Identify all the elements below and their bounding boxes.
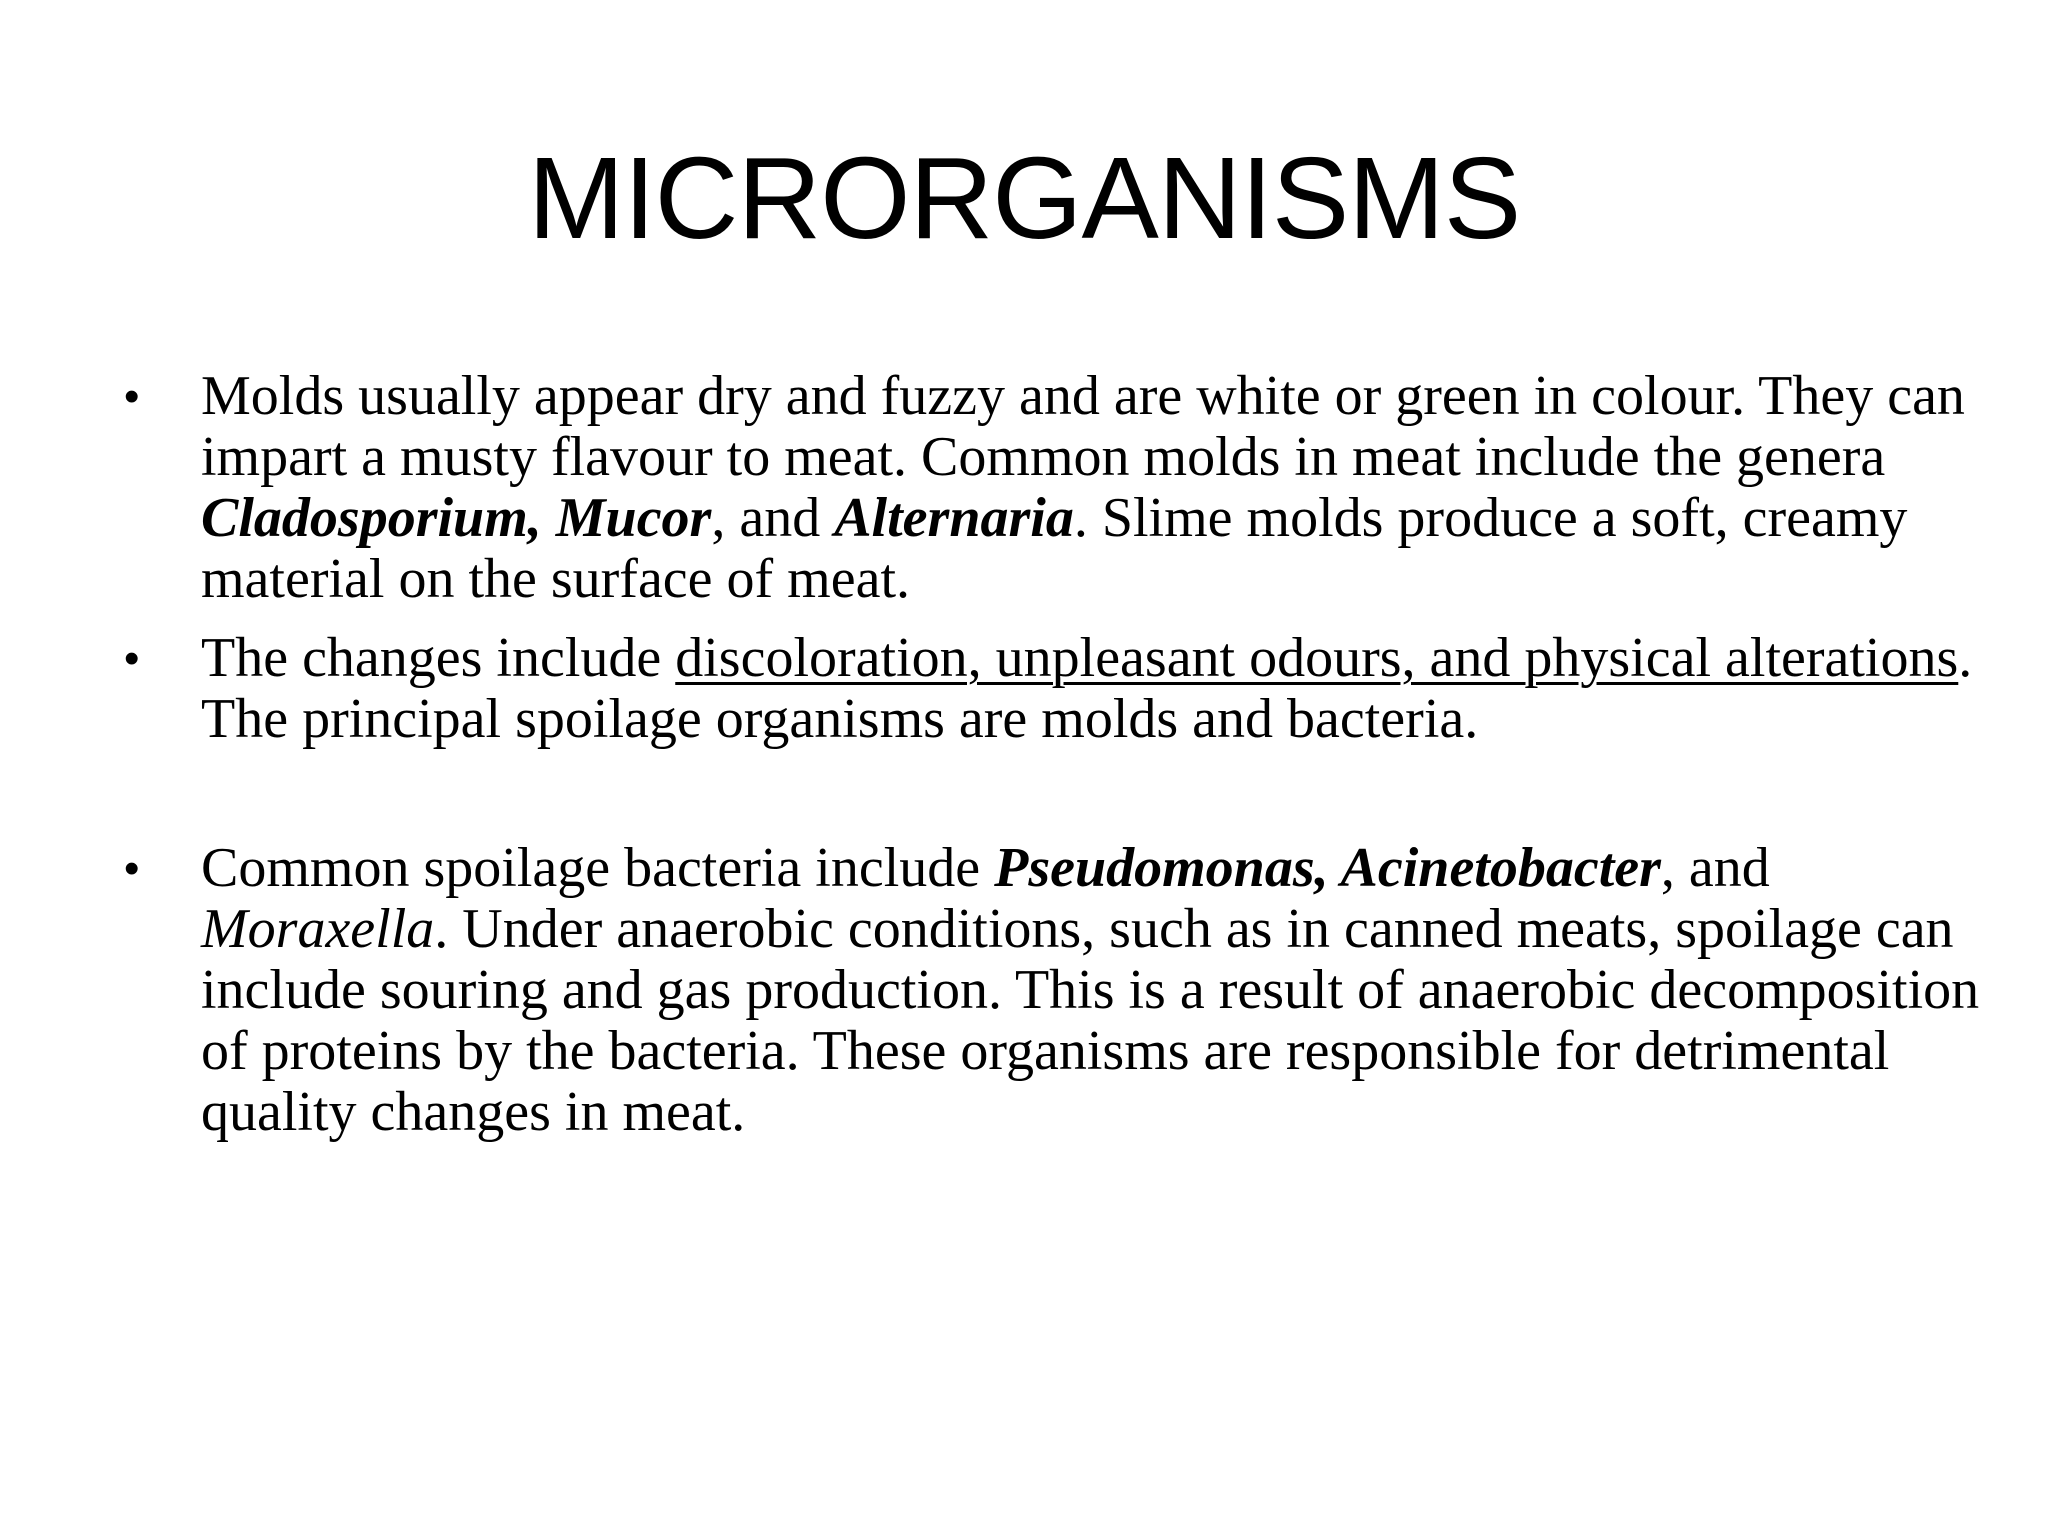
text-span: Molds usually appear dry and fuzzy and are white or green in colour. They can impart a musty flavour to meat. Common molds in meat include the genera [201,365,1965,488]
genus-name: Alternaria [834,487,1074,549]
bullet-text [201,628,1988,750]
text-span: Common spoilage bacteria include [201,837,995,899]
genus-names: Pseudomonas, Acinetobacter [994,837,1661,899]
genus-names: Cladosporium, Mucor [201,487,712,549]
bullet-text [201,838,1988,1143]
slide-title: MICRORGANISMS [527,133,1521,263]
underlined-text: discoloration, unpleasant odours, and physical alterations [675,627,1959,689]
text-span: . Under anaerobic conditions, such as in canned meats, spoilage can include souring and gas production. This is a result of anaerobic decomposition of proteins by the bacteria. These organisms are responsible for detrimental quality changes in meat. [201,898,1980,1143]
bullet-item [0,366,2048,610]
bullet-icon: • [124,634,140,683]
text-span: , and [1660,837,1770,899]
bullet-icon: • [124,844,140,893]
genus-name: Moraxella [201,898,435,960]
bullet-item [0,628,2048,750]
text-span: , and [711,487,835,549]
text-span: The changes include [201,627,676,689]
text-span: . The principal spoilage organisms are molds and bacteria. [201,627,1973,750]
bullet-text [201,366,1988,610]
bullet-list [0,366,2048,1143]
text-span: . Slime molds produce a soft, creamy material on the surface of meat. [201,487,1908,610]
bullet-item [0,838,2048,1143]
bullet-icon: • [124,372,140,421]
